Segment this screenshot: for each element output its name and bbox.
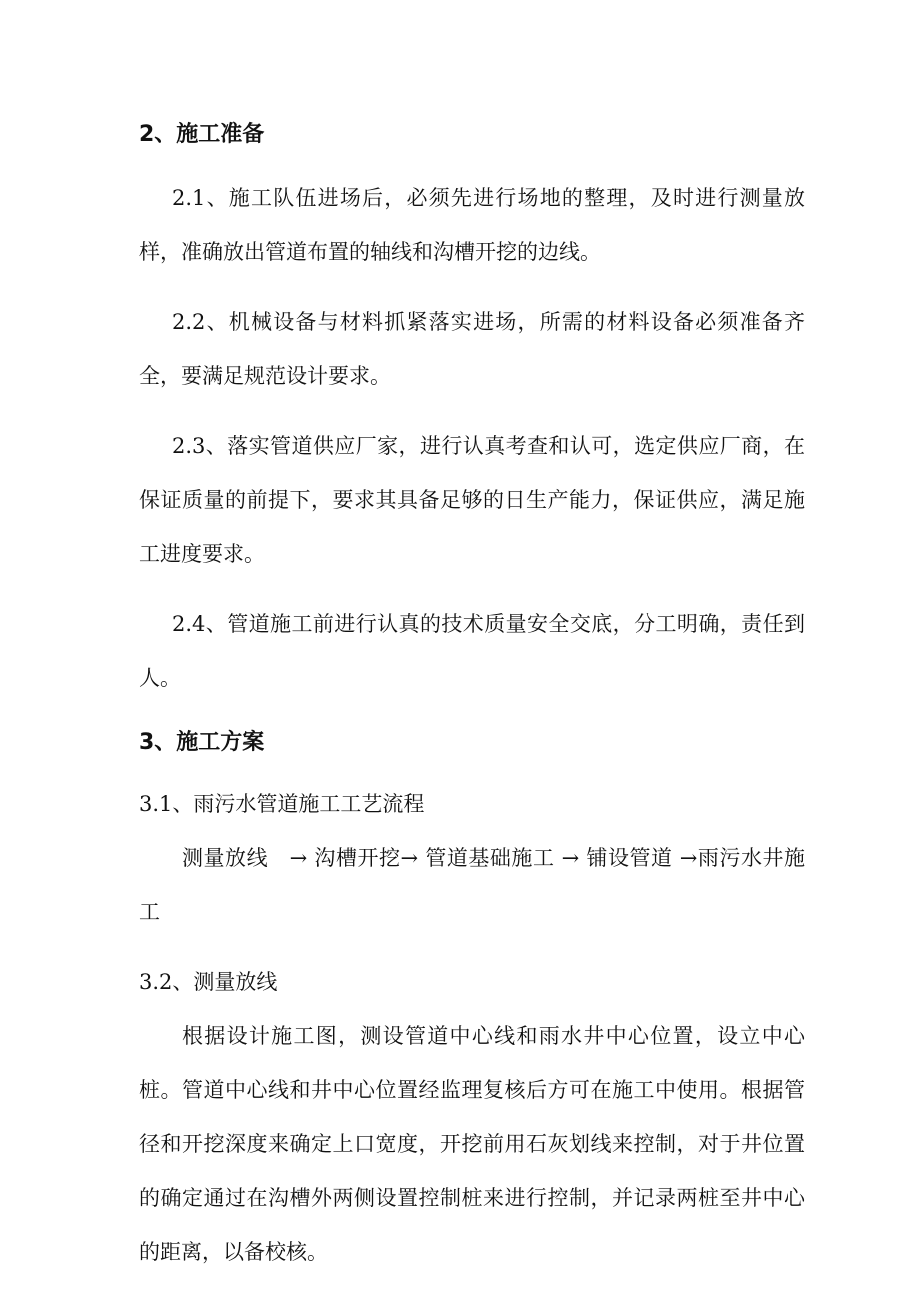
process-flow: 测量放线 → 沟槽开挖→ 管道基础施工 → 铺设管道 →雨污水井施工 [139, 846, 805, 924]
paragraph-2-1: 2.1、施工队伍进场后，必须先进行场地的整理，及时进行测量放样，准确放出管道布置的轴线和沟槽开挖的边线。 [139, 186, 805, 264]
paragraph-2-2: 2.2、机械设备与材料抓紧落实进场，所需的材料设备必须准备齐全，要满足规范设计要求。 [139, 310, 805, 388]
paragraph-3-2: 根据设计施工图，测设管道中心线和雨水井中心位置，设立中心桩。管道中心线和井中心位置经监理复核后方可在施工中使用。根据管径和开挖深度来确定上口宽度，开挖前用石灰划线来控制，对于井位置的确定通过在沟槽外两侧设置控制桩来进行控制，并记录两桩至井中心的距离，以备校核。 [139, 1024, 805, 1264]
section-heading-3: 3、施工方案 [139, 730, 265, 755]
subheading-3-2: 3.2、测量放线 [139, 970, 278, 994]
paragraph-2-3: 2.3、落实管道供应厂家，进行认真考查和认可，选定供应厂商，在保证质量的前提下，要求其具备足够的日生产能力，保证供应，满足施工进度要求。 [139, 434, 805, 566]
section-heading-2: 2、施工准备 [139, 122, 265, 147]
document-body [139, 117, 805, 1279]
subheading-3-1: 3.1、雨污水管道施工工艺流程 [139, 792, 425, 816]
paragraph-2-4: 2.4、管道施工前进行认真的技术质量安全交底，分工明确，责任到人。 [139, 612, 805, 690]
